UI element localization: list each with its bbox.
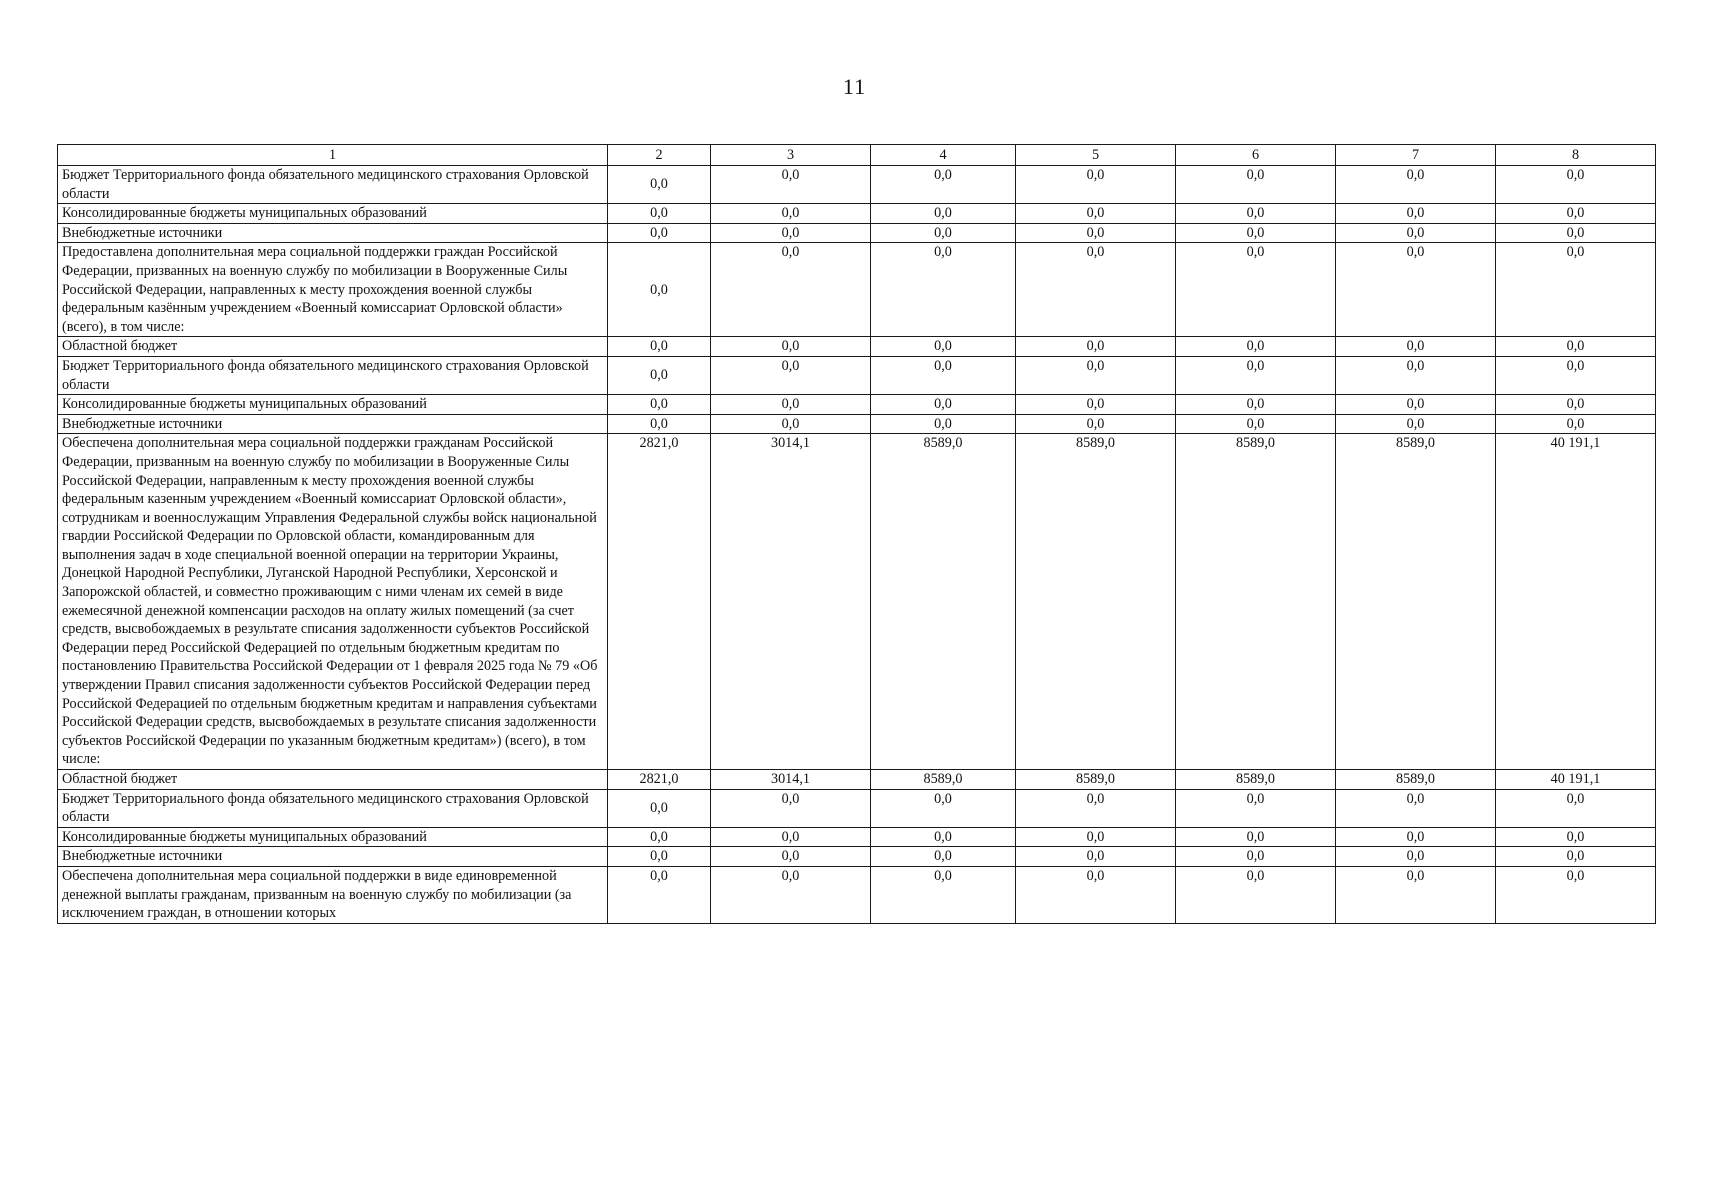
column-number: 5 <box>1016 145 1176 166</box>
value-cell: 0,0 <box>1336 337 1496 357</box>
value-cell: 0,0 <box>1336 356 1496 394</box>
value-cell: 0,0 <box>1016 866 1176 923</box>
value-cell: 0,0 <box>608 847 711 867</box>
table-row <box>58 204 1656 224</box>
value-cell: 0,0 <box>871 395 1016 415</box>
value-cell: 0,0 <box>1496 414 1656 434</box>
value-cell: 0,0 <box>1336 789 1496 827</box>
value-cell: 3014,1 <box>711 770 871 790</box>
value-cell: 0,0 <box>1176 827 1336 847</box>
value-cell: 0,0 <box>871 414 1016 434</box>
value-cell: 0,0 <box>711 204 871 224</box>
column-number: 4 <box>871 145 1016 166</box>
value-cell: 0,0 <box>871 789 1016 827</box>
table-row <box>58 789 1656 827</box>
row-label: Внебюджетные источники <box>58 223 608 243</box>
row-label: Бюджет Территориального фонда обязательного медицинского страхования Орловской области <box>58 166 608 204</box>
row-label: Бюджет Территориального фонда обязательного медицинского страхования Орловской области <box>58 789 608 827</box>
column-number-row <box>58 145 1656 166</box>
table-row <box>58 770 1656 790</box>
value-cell: 8589,0 <box>1336 434 1496 770</box>
value-cell: 0,0 <box>1336 414 1496 434</box>
table-row <box>58 434 1656 770</box>
row-label: Консолидированные бюджеты муниципальных образований <box>58 827 608 847</box>
value-cell: 0,0 <box>871 356 1016 394</box>
value-cell: 0,0 <box>711 356 871 394</box>
value-cell: 40 191,1 <box>1496 434 1656 770</box>
value-cell: 40 191,1 <box>1496 770 1656 790</box>
value-cell: 0,0 <box>1176 223 1336 243</box>
value-cell: 0,0 <box>1016 356 1176 394</box>
value-cell: 0,0 <box>1016 847 1176 867</box>
value-cell: 3014,1 <box>711 434 871 770</box>
value-cell: 0,0 <box>1016 223 1176 243</box>
value-cell: 0,0 <box>1496 223 1656 243</box>
value-cell: 0,0 <box>608 395 711 415</box>
table-row <box>58 223 1656 243</box>
value-cell: 0,0 <box>1176 166 1336 204</box>
value-cell: 0,0 <box>711 337 871 357</box>
value-cell: 0,0 <box>1176 395 1336 415</box>
value-cell: 0,0 <box>871 866 1016 923</box>
value-cell: 0,0 <box>608 827 711 847</box>
value-cell: 0,0 <box>711 414 871 434</box>
value-cell: 0,0 <box>608 337 711 357</box>
value-cell: 0,0 <box>1176 847 1336 867</box>
value-cell: 0,0 <box>871 847 1016 867</box>
value-cell: 0,0 <box>1176 789 1336 827</box>
value-cell: 0,0 <box>1016 414 1176 434</box>
table-row <box>58 866 1656 923</box>
column-number: 7 <box>1336 145 1496 166</box>
value-cell: 0,0 <box>711 866 871 923</box>
table-row <box>58 395 1656 415</box>
value-cell: 0,0 <box>1016 204 1176 224</box>
value-cell: 0,0 <box>1336 166 1496 204</box>
value-cell: 0,0 <box>1336 243 1496 337</box>
column-number: 6 <box>1176 145 1336 166</box>
budget-table <box>57 144 1656 924</box>
value-cell: 0,0 <box>1336 223 1496 243</box>
value-cell: 0,0 <box>608 356 711 394</box>
value-cell: 8589,0 <box>1016 770 1176 790</box>
column-number: 2 <box>608 145 711 166</box>
value-cell: 0,0 <box>1496 356 1656 394</box>
value-cell: 0,0 <box>871 166 1016 204</box>
value-cell: 0,0 <box>1496 395 1656 415</box>
row-label: Консолидированные бюджеты муниципальных образований <box>58 204 608 224</box>
row-label: Предоставлена дополнительная мера социальной поддержки граждан Российской Федерации, призванных на военную службу по мобилизации в Вооруженные Силы Российской Федерации, направленных к месту прохождения военной службы федеральным казённым учреждением «Военный комиссариат Орловской области» (всего), в том числе: <box>58 243 608 337</box>
value-cell: 0,0 <box>1336 866 1496 923</box>
value-cell: 0,0 <box>1496 204 1656 224</box>
value-cell: 0,0 <box>1336 847 1496 867</box>
value-cell: 0,0 <box>711 395 871 415</box>
value-cell: 0,0 <box>608 166 711 204</box>
value-cell: 0,0 <box>1496 789 1656 827</box>
value-cell: 0,0 <box>1496 337 1656 357</box>
value-cell: 0,0 <box>871 243 1016 337</box>
value-cell: 0,0 <box>1496 827 1656 847</box>
table-row <box>58 356 1656 394</box>
table-row <box>58 337 1656 357</box>
row-label: Внебюджетные источники <box>58 414 608 434</box>
value-cell: 8589,0 <box>871 770 1016 790</box>
table-row <box>58 847 1656 867</box>
value-cell: 8589,0 <box>1176 770 1336 790</box>
value-cell: 0,0 <box>871 204 1016 224</box>
value-cell: 2821,0 <box>608 434 711 770</box>
value-cell: 0,0 <box>1016 395 1176 415</box>
value-cell: 0,0 <box>1016 827 1176 847</box>
column-number: 8 <box>1496 145 1656 166</box>
value-cell: 0,0 <box>1176 243 1336 337</box>
value-cell: 0,0 <box>1496 847 1656 867</box>
value-cell: 0,0 <box>608 414 711 434</box>
row-label: Областной бюджет <box>58 770 608 790</box>
table-row <box>58 414 1656 434</box>
value-cell: 0,0 <box>871 223 1016 243</box>
value-cell: 0,0 <box>1176 204 1336 224</box>
table-row <box>58 243 1656 337</box>
row-label: Обеспечена дополнительная мера социальной поддержки в виде единовременной денежной выплаты гражданам, призванным на военную службу по мобилизации (за исключением граждан, в отношении которых <box>58 866 608 923</box>
value-cell: 0,0 <box>711 166 871 204</box>
value-cell: 0,0 <box>608 789 711 827</box>
value-cell: 0,0 <box>1176 866 1336 923</box>
value-cell: 0,0 <box>711 223 871 243</box>
value-cell: 0,0 <box>1496 243 1656 337</box>
value-cell: 0,0 <box>1016 166 1176 204</box>
value-cell: 0,0 <box>1496 866 1656 923</box>
value-cell: 0,0 <box>711 243 871 337</box>
value-cell: 2821,0 <box>608 770 711 790</box>
value-cell: 0,0 <box>608 243 711 337</box>
value-cell: 8589,0 <box>1016 434 1176 770</box>
value-cell: 0,0 <box>1496 166 1656 204</box>
table-row <box>58 166 1656 204</box>
value-cell: 0,0 <box>1336 204 1496 224</box>
value-cell: 8589,0 <box>1336 770 1496 790</box>
value-cell: 0,0 <box>608 866 711 923</box>
value-cell: 0,0 <box>1336 827 1496 847</box>
row-label: Обеспечена дополнительная мера социальной поддержки гражданам Российской Федерации, призванным на военную службу по мобилизации в Вооруженные Силы Российской Федерации, направленным к месту прохождения военной службы федеральным казенным учреждением «Военный комиссариат Орловской области», сотрудникам и военнослужащим Управления Федеральной службы войск национальной гвардии Российской Федерации по Орловской области, командированным для выполнения задач в ходе специальной военной операции на территории Украины, Донецкой Народной Республики, Луганской Народной Республики, Херсонской и Запорожской областей, и совместно проживающим с ними членам их семей в виде ежемесячной денежной компенсации расходов на оплату жилых помещений (за счет средств, высвобождаемых в результате списания задолженности субъектов Российской Федерации перед Российской Федерацией по отдельным бюджетным кредитам по постановлению Правительства Российской Федерации от 1 февраля 2025 года № 79 «Об утверждении Правил списания задолженности субъектов Российской Федерации перед Российской Федерацией по отдельным бюджетным кредитам и направления субъектами Российской Федерации средств, высвобождаемых в результате списания задолженности субъектов Российской Федерации по указанным бюджетным кредитам») (всего), в том числе: <box>58 434 608 770</box>
value-cell: 0,0 <box>871 827 1016 847</box>
row-label: Бюджет Территориального фонда обязательного медицинского страхования Орловской области <box>58 356 608 394</box>
value-cell: 0,0 <box>1176 356 1336 394</box>
value-cell: 0,0 <box>711 847 871 867</box>
page-number: 11 <box>842 74 867 99</box>
value-cell: 0,0 <box>608 204 711 224</box>
value-cell: 0,0 <box>1176 337 1336 357</box>
column-number: 1 <box>58 145 608 166</box>
value-cell: 0,0 <box>711 789 871 827</box>
value-cell: 0,0 <box>1016 789 1176 827</box>
row-label: Областной бюджет <box>58 337 608 357</box>
value-cell: 0,0 <box>1336 395 1496 415</box>
value-cell: 0,0 <box>871 337 1016 357</box>
value-cell: 0,0 <box>1176 414 1336 434</box>
value-cell: 0,0 <box>1016 337 1176 357</box>
value-cell: 0,0 <box>608 223 711 243</box>
row-label: Консолидированные бюджеты муниципальных образований <box>58 395 608 415</box>
value-cell: 8589,0 <box>871 434 1016 770</box>
table-row <box>58 827 1656 847</box>
row-label: Внебюджетные источники <box>58 847 608 867</box>
value-cell: 0,0 <box>711 827 871 847</box>
value-cell: 8589,0 <box>1176 434 1336 770</box>
column-number: 3 <box>711 145 871 166</box>
value-cell: 0,0 <box>1016 243 1176 337</box>
